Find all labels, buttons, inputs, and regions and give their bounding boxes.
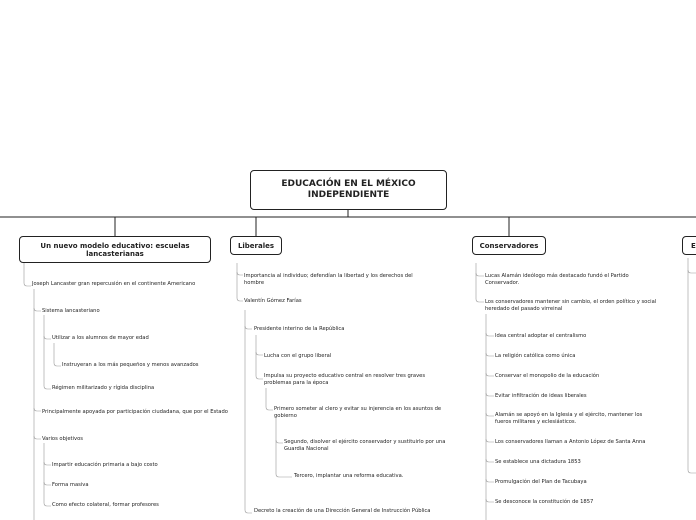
branch-liberales[interactable] — [230, 236, 282, 255]
list-item[interactable]: Joseph Lancaster gran repercusión en el continente Americano — [32, 281, 196, 287]
branch-conservadores[interactable] — [472, 236, 546, 255]
branch-label: Conservadores — [479, 241, 539, 250]
list-item[interactable]: Idea central adoptar el centralismo — [495, 333, 587, 339]
list-item[interactable]: Los conservadores mantener sin cambio, el orden político y social heredado del pasado virreinal — [485, 299, 657, 312]
list-item[interactable]: Como efecto colateral, formar profesores — [52, 502, 159, 508]
branch-label: Liberales — [237, 241, 275, 250]
branch-lancasterian[interactable] — [19, 236, 211, 263]
list-item[interactable]: Lucha con el grupo liberal — [264, 353, 332, 359]
list-item[interactable]: Evitar infiltración de ideas liberales — [495, 393, 587, 399]
list-item[interactable]: Sistema lancasteriano — [42, 308, 100, 314]
list-item[interactable]: Conservar el monopolio de la educación — [495, 373, 600, 379]
root-node[interactable] — [250, 170, 447, 210]
branch-label: E — [691, 241, 696, 250]
list-item[interactable]: Se desconoce la constitución de 1857 — [495, 499, 594, 505]
list-item[interactable]: Decreto la creación de una Dirección General de Instrucción Pública — [254, 508, 431, 514]
list-item[interactable]: Forma masiva — [52, 482, 89, 488]
list-item[interactable]: La religión católica como única — [495, 353, 576, 359]
list-item[interactable]: Utilizar a los alumnos de mayor edad — [52, 335, 149, 341]
list-item[interactable]: Importancia al individuo; defendían la libertad y los derechos del hombre — [244, 273, 413, 286]
list-item[interactable]: Presidente interino de la República — [254, 326, 345, 332]
list-item[interactable]: Valentín Gómez Farías — [244, 298, 302, 304]
list-item[interactable]: Régimen militarizado y rígida disciplina — [52, 385, 155, 391]
list-item[interactable]: Impartir educación primaria a bajo costo — [52, 462, 158, 468]
branch-partial[interactable] — [682, 236, 696, 255]
list-item[interactable]: Instruyeran a los más pequeños y menos avanzados — [62, 362, 199, 368]
list-item[interactable]: Primero someter al clero y evitar su injerencia en los asuntos de gobierno — [274, 406, 442, 419]
list-item[interactable]: Se establece una dictadura 1853 — [495, 459, 581, 465]
list-item[interactable]: Los conservadores llaman a Antonio López de Santa Anna — [495, 439, 646, 445]
branch-label: Un nuevo modelo educativo: escuelas lancasterianas — [40, 241, 190, 258]
list-item[interactable]: Alamán se apoyó en la Iglesia y el ejército, mantener los fueros militares y eclesiásticos. — [495, 412, 643, 425]
list-item[interactable]: Segundo, disolver el ejército conservador y sustituirlo por una Guardia Nacional — [284, 439, 446, 452]
list-item[interactable]: Promulgación del Plan de Tacubaya — [495, 479, 587, 485]
list-item[interactable]: Tercero, implantar una reforma educativa. — [294, 473, 404, 479]
list-item[interactable]: Impulsa su proyecto educativo central en resolver tres graves problemas para la época — [264, 373, 426, 386]
list-item[interactable]: Lucas Alamán ideólogo más destacado fundó el Partido Conservador. — [485, 273, 629, 286]
list-item[interactable]: Varios objetivos — [42, 436, 83, 442]
root-title: EDUCACIÓN EN EL MÉXICO INDEPENDIENTE — [281, 179, 416, 200]
list-item[interactable]: Principalmente apoyada por participación ciudadana, que por el Estado — [42, 409, 228, 415]
